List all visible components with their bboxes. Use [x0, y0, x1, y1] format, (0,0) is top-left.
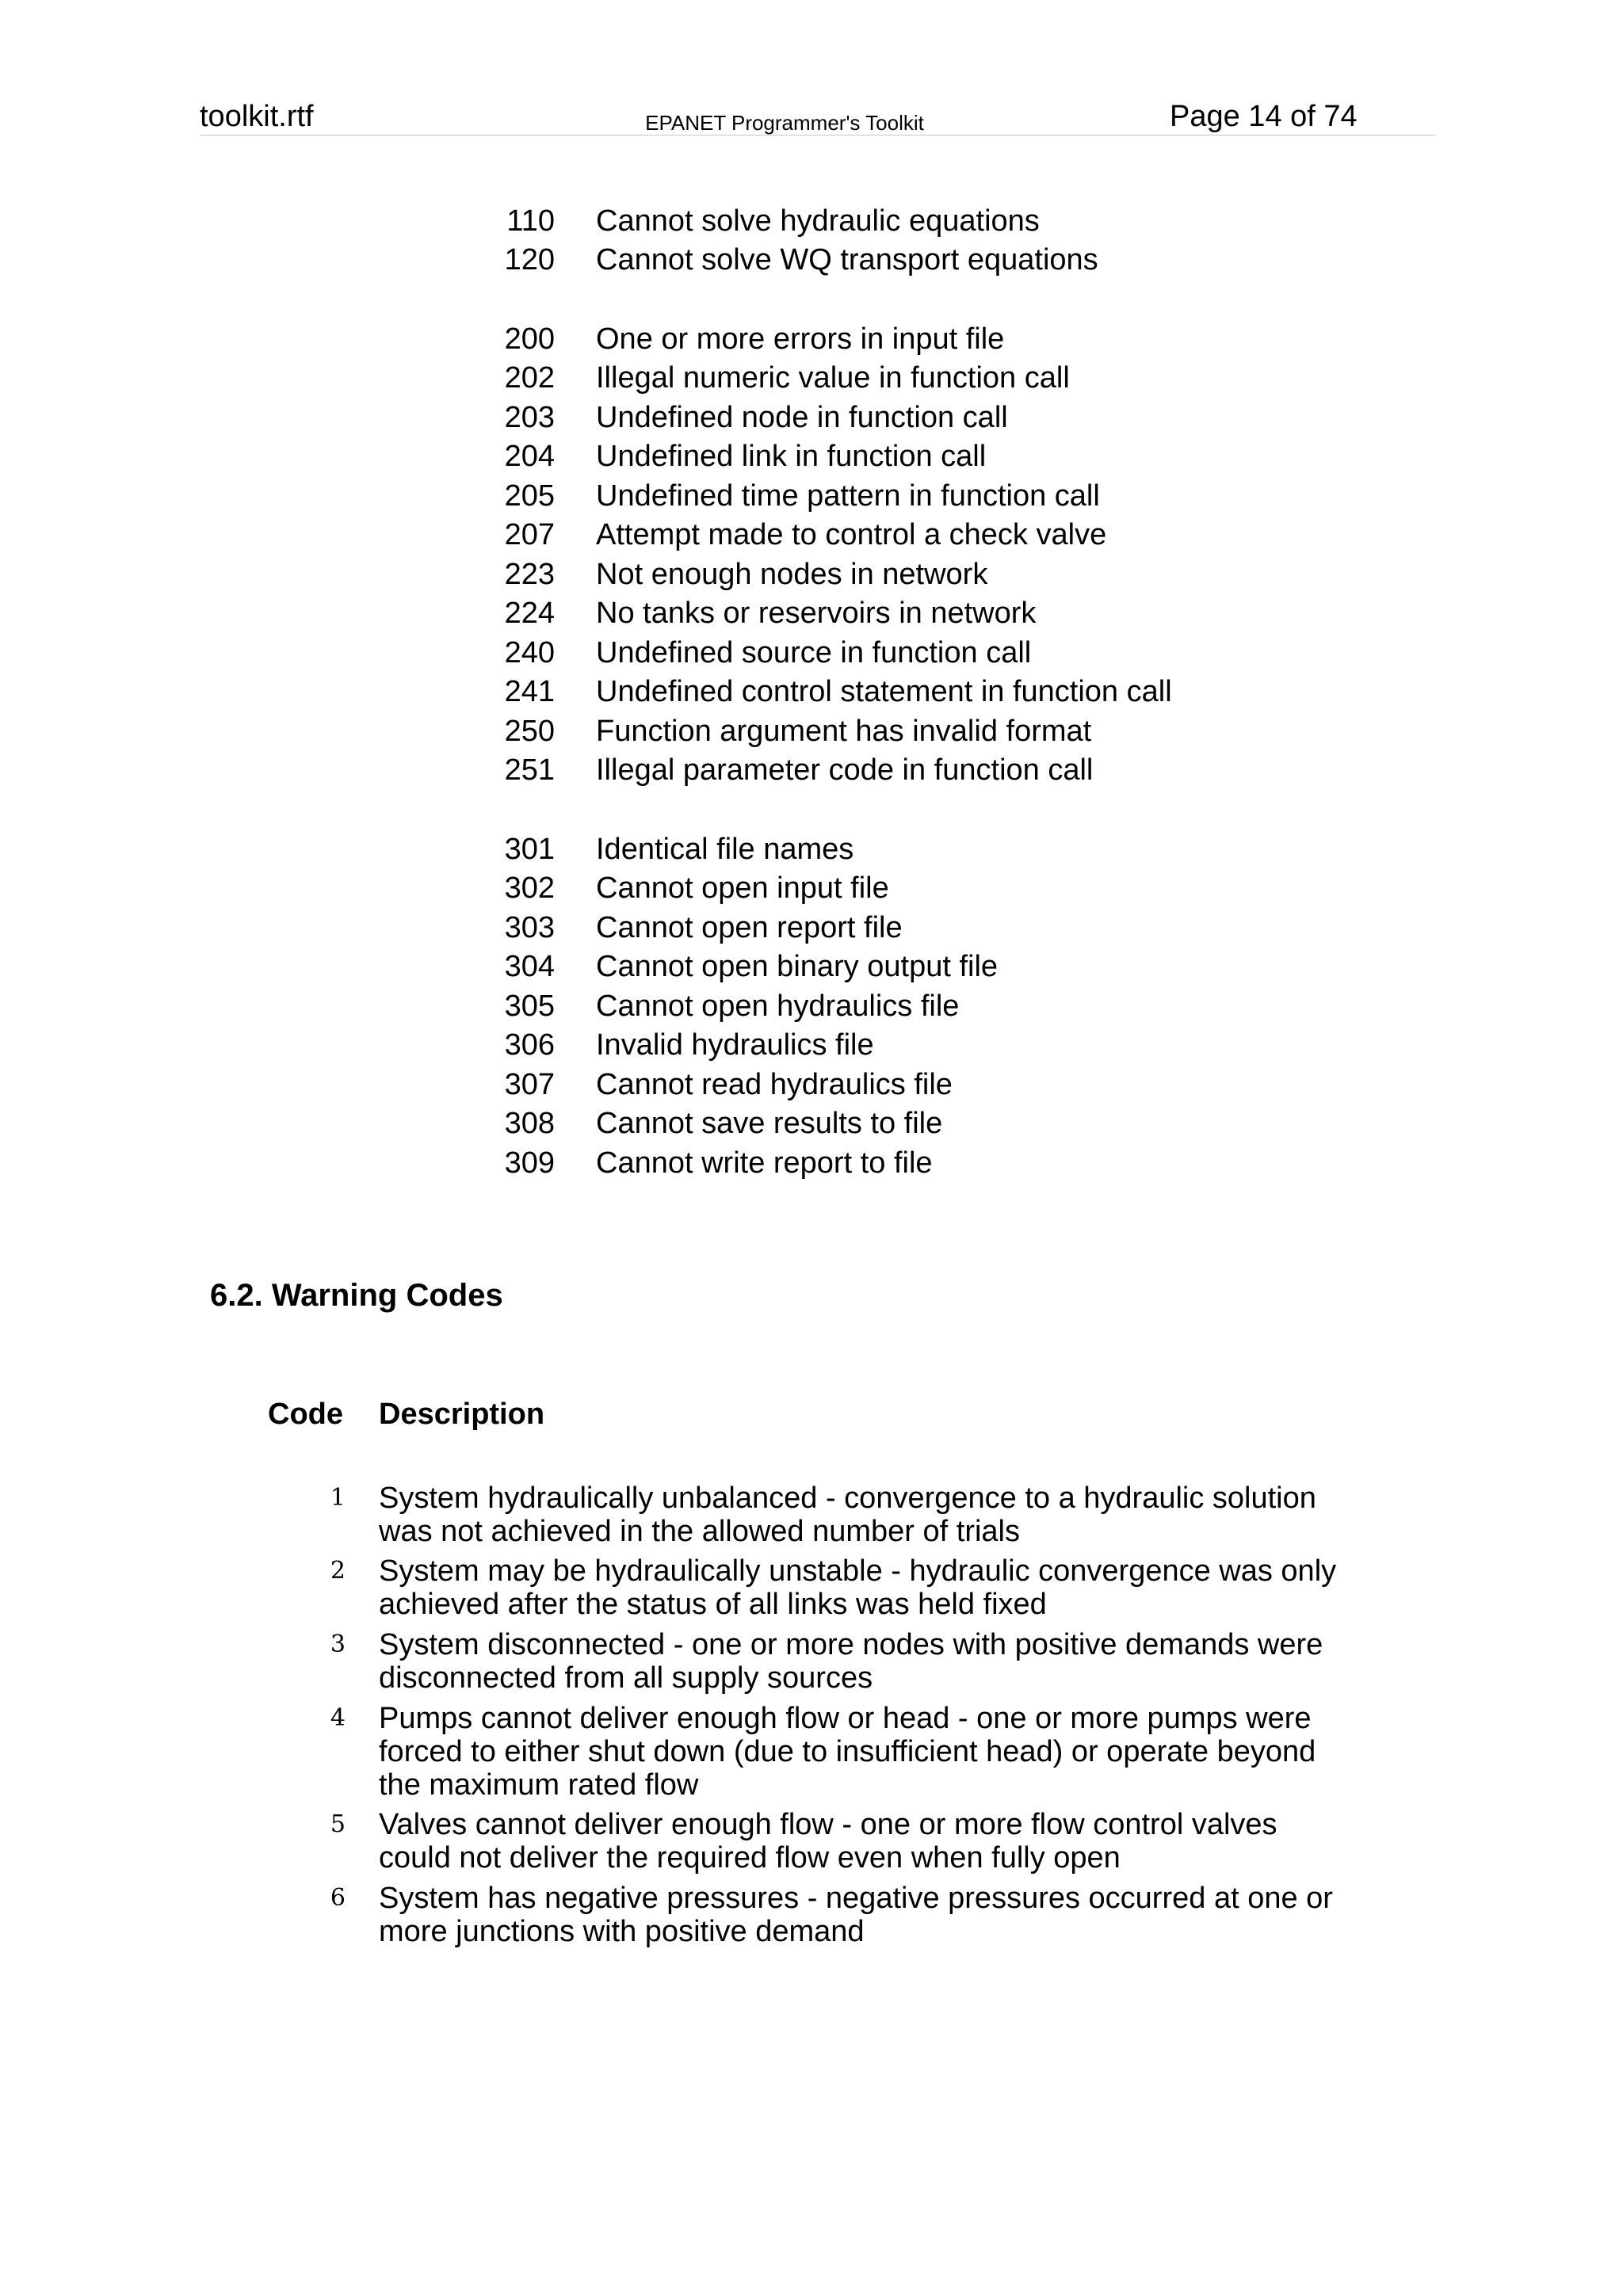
error-code: 110 — [506, 204, 555, 238]
error-description: Undefined source in function call — [596, 636, 1032, 669]
error-description: Cannot read hydraulics file — [596, 1068, 953, 1101]
error-description: Undefined node in function call — [596, 401, 1008, 434]
error-description: Cannot write report to file — [596, 1146, 933, 1180]
warning-code: 2 — [330, 1557, 346, 1585]
error-code: 305 — [504, 990, 555, 1023]
error-code: 306 — [504, 1028, 555, 1062]
error-code: 202 — [504, 361, 555, 395]
error-description: Cannot solve hydraulic equations — [596, 204, 1040, 238]
warning-code: 5 — [330, 1810, 346, 1838]
error-description: Cannot solve WQ transport equations — [596, 243, 1098, 277]
error-code: 240 — [504, 636, 555, 669]
error-code: 302 — [504, 871, 555, 905]
error-code: 303 — [504, 911, 555, 944]
error-description: Function argument has invalid format — [596, 715, 1092, 748]
error-code: 207 — [504, 518, 555, 551]
warning-description: Valves cannot deliver enough flow - one or more flow control valves could not deliver the required flow even when fully open — [379, 1808, 1277, 1875]
warning-description: System hydraulically unbalanced - convergence to a hydraulic solution was not achieved in the allowed number of trials — [379, 1482, 1316, 1548]
warning-description: System has negative pressures - negative pressures occurred at one or more junctions with positive demand — [379, 1882, 1333, 1948]
section-title: 6.2. Warning Codes — [210, 1278, 503, 1313]
error-description: Cannot open input file — [596, 871, 889, 905]
warning-description: Pumps cannot deliver enough flow or head - one or more pumps were forced to either shut down (due to insufficient head) or operate beyond the maximum rated flow — [379, 1702, 1316, 1802]
error-description: No tanks or reservoirs in network — [596, 597, 1037, 630]
error-code: 203 — [504, 401, 555, 434]
error-description: Identical file names — [596, 833, 854, 866]
error-description: Cannot open hydraulics file — [596, 990, 960, 1023]
error-description: Attempt made to control a check valve — [596, 518, 1107, 551]
error-code: 250 — [504, 715, 555, 748]
error-code: 205 — [504, 479, 555, 513]
error-description: Illegal numeric value in function call — [596, 361, 1070, 395]
error-code: 251 — [504, 753, 555, 787]
error-code: 301 — [504, 833, 555, 866]
warning-description: System may be hydraulically unstable - hydraulic convergence was only achieved after the status of all links was held fixed — [379, 1554, 1337, 1621]
error-code: 304 — [504, 950, 555, 983]
warning-code: 1 — [330, 1484, 346, 1512]
error-code: 200 — [504, 322, 555, 356]
warning-code: 6 — [330, 1884, 346, 1912]
error-description: Not enough nodes in network — [596, 558, 988, 591]
error-code: 224 — [504, 597, 555, 630]
error-description: Undefined control statement in function call — [596, 675, 1172, 708]
error-code: 223 — [504, 558, 555, 591]
error-code: 120 — [504, 243, 555, 277]
column-header-code: Code — [268, 1398, 343, 1431]
error-description: Invalid hydraulics file — [596, 1028, 874, 1062]
header-doc-title: EPANET Programmer's Toolkit — [645, 111, 924, 135]
warning-code: 3 — [330, 1630, 346, 1658]
error-code: 307 — [504, 1068, 555, 1101]
error-code: 241 — [504, 675, 555, 708]
error-description: Cannot open report file — [596, 911, 903, 944]
header-page-info: Page 14 of 74 — [1170, 100, 1358, 133]
error-description: Undefined link in function call — [596, 440, 987, 473]
error-description: Cannot open binary output file — [596, 950, 999, 983]
error-code: 309 — [504, 1146, 555, 1180]
warning-code: 4 — [330, 1704, 346, 1732]
error-description: Illegal parameter code in function call — [596, 753, 1094, 787]
error-description: One or more errors in input file — [596, 322, 1005, 356]
header-filename: toolkit.rtf — [200, 100, 314, 133]
error-code: 308 — [504, 1107, 555, 1140]
error-code: 204 — [504, 440, 555, 473]
warning-description: System disconnected - one or more nodes with positive demands were disconnected from all supply sources — [379, 1628, 1323, 1695]
error-description: Cannot save results to file — [596, 1107, 943, 1140]
error-description: Undefined time pattern in function call — [596, 479, 1100, 513]
column-header-description: Description — [379, 1398, 545, 1431]
